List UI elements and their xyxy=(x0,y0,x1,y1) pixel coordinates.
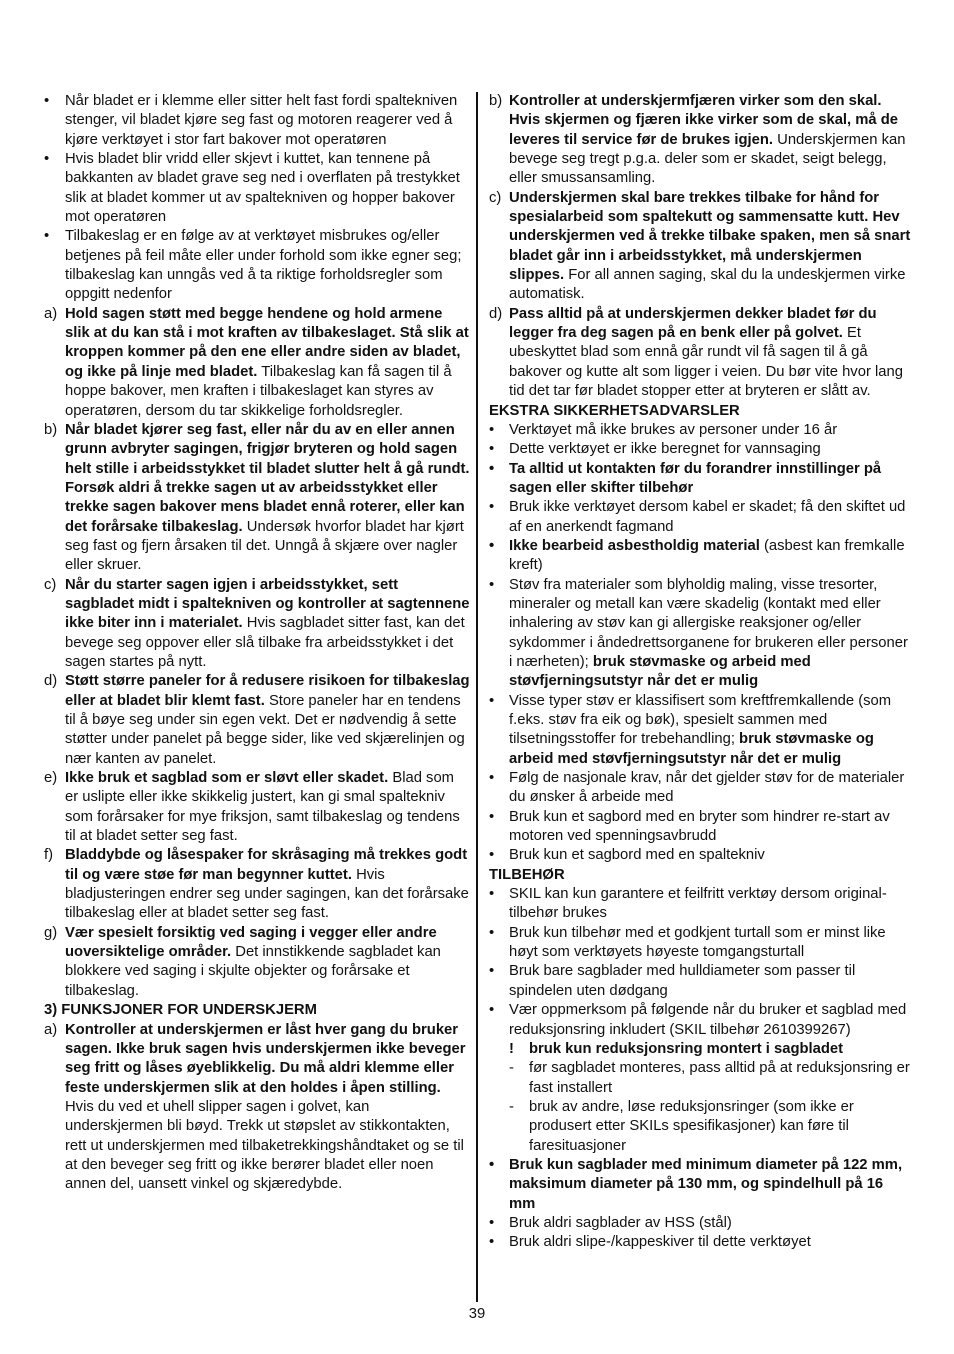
bold-text: bruk støvmaske og arbeid med støvfjerningsutstyr når det er mulig xyxy=(509,731,874,767)
list-marker: • xyxy=(489,537,495,554)
list-item-text xyxy=(509,1215,732,1231)
body-text: Det innstikkende sagbladet kan blokkere ved saging i skjulte objekter og forårsake et tilbakeslag. xyxy=(65,944,441,999)
list-marker: • xyxy=(489,1234,495,1251)
body-text: før sagbladet monteres, pass alltid på at reduksjonsring er fast installert xyxy=(529,1060,910,1096)
list-item xyxy=(489,808,913,847)
body-text: Bruk kun et sagbord med en spaltekniv xyxy=(509,847,765,864)
list-marker: b) xyxy=(489,93,503,109)
bold-text: Ta alltid ut kontakten før du forandrer innstillinger på sagen eller skifter tilbehør xyxy=(509,460,882,496)
list-marker: e) xyxy=(44,770,58,787)
list-item xyxy=(44,576,470,673)
list-marker: d) xyxy=(44,673,58,690)
list-marker: • xyxy=(44,93,50,109)
list-marker: • xyxy=(489,1156,495,1173)
list-marker: • xyxy=(489,1002,495,1019)
list-item-text xyxy=(529,1060,910,1095)
body-text: Følg de nasjonale krav, når det gjelder støv for de materialer du ønsker å arbeide med xyxy=(509,770,905,806)
bold-text: Kontroller at underskjermfjæren virker som den skal. Hvis skjermen og fjæren ikke virker som de skal, må de leveres til service før de brukes igjen. xyxy=(509,93,899,148)
list-marker: • xyxy=(489,886,495,903)
list-marker: f) xyxy=(44,847,54,864)
bold-text: Ikke bearbeid asbestholdig material xyxy=(509,537,760,554)
list-item xyxy=(489,846,913,865)
list-item-text xyxy=(509,190,910,303)
body-text: Blad som er uslipte eller ikke skikkelig justert, kan gi smal spaltekniv som forårsaker for mye friksjon, samt tilbakeslag og tendens til at bladet setter seg fast. xyxy=(65,770,460,845)
list-item-text xyxy=(509,770,904,805)
body-text: Et ubeskyttet blad som ennå går rundt vil få sagen til å gå bakover og kutte alt som ligger i veien. Du bør vite hvor lang tid det tar før bladet stopper etter at bryteren er slått av. xyxy=(509,325,903,400)
body-text: Vær oppmerksom på følgende når du bruker et sagblad med reduksjonsring inkludert (SKIL tilbehør 2610399267) xyxy=(509,1002,907,1038)
list-item xyxy=(44,769,470,846)
body-text: Bruk ikke verktøyet dersom kabel er skadet; få den skiftet ud af en anerkendt fagmand xyxy=(509,499,906,535)
list-item-text xyxy=(65,228,461,302)
list-marker: • xyxy=(489,692,495,709)
list-item xyxy=(489,692,913,769)
list-item-text xyxy=(65,577,470,670)
list-marker: • xyxy=(489,576,495,593)
section-heading: TILBEHØR xyxy=(489,866,565,883)
list-marker: a) xyxy=(44,1021,58,1038)
list-item-text xyxy=(509,693,891,767)
bold-text: Ikke bruk et sagblad som er sløvt eller skadet. xyxy=(65,770,389,787)
list-item xyxy=(489,189,913,305)
list-item-text xyxy=(509,422,837,438)
body-text: Bruk bare sagblader med hulldiameter som passer til spindelen uten dødgang xyxy=(509,963,856,999)
list-item xyxy=(489,421,913,440)
list-item xyxy=(489,1233,913,1252)
body-text: Når bladet er i klemme eller sitter helt fast fordi spaltekniven stenger, vil bladet kjøre seg fast og motoren reagerer ved å kjøre verktøyet i stor fart bakover mot operatøren xyxy=(65,93,458,148)
list-item xyxy=(489,1001,913,1040)
bold-text: bruk kun reduksjonsring montert i sagbladet xyxy=(529,1040,844,1057)
list-marker: • xyxy=(489,441,495,458)
body-text: Bruk aldri sagblader av HSS (stål) xyxy=(509,1214,732,1231)
body-text: Støv fra materialer som blyholdig maling, visse tresorter, mineraler og metall kan være skadelig (kontakt med eller inhalering av støv kan gi allergiske reaksjoner og/eller sykdommer i åndedrettsorganene for brukeren eller personer i nærheten); xyxy=(509,576,908,670)
list-marker: • xyxy=(489,924,495,941)
list-item xyxy=(44,421,470,576)
body-text: Underskjermen kan bevege seg tregt p.g.a. deler som er skadet, seigt belegg, eller smussansamling. xyxy=(509,131,906,187)
body-text: Hvis bladjusteringen endrer seg under sagingen, kan det forårsake tilbakeslag eller at bladet setter seg fast. xyxy=(65,866,469,922)
list-item-text xyxy=(65,673,470,766)
list-marker: - xyxy=(509,1060,514,1077)
list-marker: c) xyxy=(44,576,57,593)
body-text: Hvis bladet blir vridd eller skjevt i kuttet, kan tennene på bakkanten av bladet grave seg ned i overflaten på trestykket slik at bladet kommer ut av spaltekniven og hopper bakover mot operatøren xyxy=(65,151,460,226)
body-text: Verktøyet må ikke brukes av personer under 16 år xyxy=(509,421,838,438)
bold-text: Underskjermen skal bare trekkes tilbake for hånd for spesialarbeid som spaltekutt og sammensatte kutt. Hev underskjermen ved å trekke tilbake spaken, men så snart bladet går inn i arbeidsstykket, må underskjermen slippes. xyxy=(509,189,911,284)
list-marker: ! xyxy=(509,1040,514,1057)
body-text: Store paneler har en tendens til å bøye seg under sin egen vekt. Det er nødvendig å sette støtter under panelet på begge sider, like ved skjærelinjen og nær kanten av panelet. xyxy=(65,692,465,767)
list-item xyxy=(489,460,913,499)
list-item-text xyxy=(509,847,765,863)
list-item-text xyxy=(509,1234,811,1250)
body-text: SKIL kan kun garantere et feilfritt verktøy dersom original-tilbehør brukes xyxy=(509,886,887,922)
list-item-text xyxy=(65,93,457,148)
bold-text: Bladdybde og låsespaker for skråsaging må trekkes godt til og være støe før man begynner kuttet. xyxy=(65,847,468,883)
list-marker: • xyxy=(44,228,50,245)
list-item-text xyxy=(509,441,821,457)
body-text: (asbest kan fremkalle kreft) xyxy=(509,537,905,574)
list-marker: • xyxy=(489,1214,495,1231)
left-column xyxy=(44,92,470,1195)
list-item-text xyxy=(65,422,470,573)
body-text: For all annen saging, skal du la undeskjermen virke automatisk. xyxy=(509,267,906,303)
list-item-text xyxy=(65,1022,466,1193)
list-marker: • xyxy=(489,421,495,438)
body-text: Undersøk hvorfor bladet har kjørt seg fast og fjern årsaken til det. Unngå å skjære over nagler eller skruer. xyxy=(65,518,464,574)
section-heading: EKSTRA SIKKERHETSADVARSLER xyxy=(489,402,740,419)
list-item-text xyxy=(529,1041,843,1057)
list-item-text xyxy=(509,461,881,496)
list-marker: • xyxy=(489,808,495,825)
list-item xyxy=(44,924,470,1001)
list-item xyxy=(44,227,470,304)
body-text: bruk av andre, løse reduksjonsringer (som ikke er produsert etter SKILs spesifikasjoner) kan føre til faresituasjoner xyxy=(529,1098,854,1154)
list-item xyxy=(489,537,913,576)
body-text: Tilbakeslag er en følge av at verktøyet misbrukes og/eller betjenes på feil måte eller under forhold som ikke egner seg; tilbakeslag kan unngås ved å ta riktige forholdsregler som oppgitt nedenfor xyxy=(65,228,462,303)
list-item-text xyxy=(65,151,460,225)
list-item-text xyxy=(65,770,460,844)
body-text: Bruk aldri slipe-/kappeskiver til dette verktøyet xyxy=(509,1234,811,1251)
list-item xyxy=(489,962,913,1001)
bold-text: Bruk kun sagblader med minimum diameter på 122 mm, maksimum diameter på 130 mm, og spindelhull på 16 mm xyxy=(509,1156,903,1212)
list-item xyxy=(489,498,913,537)
column-divider xyxy=(476,92,478,1302)
body-text: Dette verktøyet er ikke beregnet for vannsaging xyxy=(509,441,821,458)
right-column xyxy=(489,92,913,1253)
list-item xyxy=(489,576,913,692)
list-marker: b) xyxy=(44,421,58,438)
sub-list-item xyxy=(489,1040,913,1059)
list-item-text xyxy=(509,1157,902,1212)
list-marker: g) xyxy=(44,924,58,941)
list-item xyxy=(489,305,913,402)
sub-list-item xyxy=(489,1059,913,1098)
list-item-text xyxy=(65,306,469,419)
list-item xyxy=(489,92,913,189)
bold-text: bruk støvmaske og arbeid med støvfjerningsutstyr når det er mulig xyxy=(509,653,811,690)
body-text: Tilbakeslag kan få sagen til å hoppe bakover, men kraften i tilbakeslaget kan styres av operatøren, dersom du tar skikkelige forholdsregler. xyxy=(65,363,452,419)
body-text: Visse typer støv er klassifisert som kreftfremkallende (som f.eks. støv fra eik og bøk), spesielt sammen med tilsetningsstoffer for trebehandling; xyxy=(509,692,892,748)
list-item-text xyxy=(65,925,441,999)
list-item-text xyxy=(509,93,905,186)
list-item-text xyxy=(529,1099,854,1154)
list-item-text xyxy=(509,306,903,399)
bold-text: Når bladet kjører seg fast, eller når du av en eller annen grunn avbryter sagingen, frigjør bryteren og hold sagen helt stille i arbeidsstykket til bladet slutter helt å gå rundt. Forsøk aldri å trekke sagen ut av arbeidsstykket eller trekke sagen bakover mens bladet ennå roterer, eller kan det forårsake tilbakeslag. xyxy=(65,421,470,535)
list-marker: • xyxy=(489,460,495,477)
list-marker: - xyxy=(509,1098,514,1115)
list-marker: c) xyxy=(489,189,502,206)
body-text: Hvis du ved et uhell slipper sagen i golvet, kan underskjermen bli bøyd. Trekk ut støpslet av stikkontakten, rett ut underskjermen med tilbaketrekkingshåndtaket og se til at den beveger seg fritt og ikke berører bladet eller noen annen del, uansett vinkel og skjæredybde. xyxy=(65,1098,464,1193)
list-marker: • xyxy=(44,151,50,168)
list-marker: • xyxy=(489,499,495,516)
list-item xyxy=(44,92,470,150)
bold-text: Kontroller at underskjermen er låst hver gang du bruker sagen. Ikke bruk sagen hvis underskjermen ikke beveger seg fritt og låses øyeblikkelig. Du må aldri klemme eller feste underskjermen slik at den holdes i åpen stilling. xyxy=(65,1021,466,1096)
list-marker: a) xyxy=(44,305,58,322)
list-item-text xyxy=(509,1002,906,1037)
list-item-text xyxy=(509,925,886,960)
page-number: 39 xyxy=(468,1306,486,1322)
section-heading: 3) FUNKSJONER FOR UNDERSKJERM xyxy=(44,1002,317,1019)
list-item xyxy=(44,1021,470,1195)
list-item xyxy=(44,305,470,421)
list-item-text xyxy=(65,847,469,921)
list-item xyxy=(489,440,913,459)
list-marker: • xyxy=(489,963,495,980)
body-text: Bruk kun et sagbord med en bryter som hindrer re-start av motoren ved spenningsavbrudd xyxy=(509,808,890,845)
list-marker: • xyxy=(489,847,495,864)
sub-list-item xyxy=(489,1098,913,1156)
list-item xyxy=(44,846,470,923)
bold-text: Pass alltid på at underskjermen dekker bladet før du legger fra deg sagen på en benk eller på golvet. xyxy=(509,305,877,342)
body-text: Bruk kun tilbehør med et godkjent turtall som er minst like høyt som verktøyets høyeste tomgangsturtall xyxy=(509,924,886,961)
bold-text: Vær spesielt forsiktig ved saging i vegger eller andre uoversiktelige områder. xyxy=(65,924,437,961)
list-item xyxy=(489,885,913,924)
list-item-text xyxy=(509,577,908,690)
list-item-text xyxy=(509,538,905,573)
list-item xyxy=(44,672,470,769)
list-marker: • xyxy=(489,770,495,787)
list-item xyxy=(489,1214,913,1233)
bold-text: Når du starter sagen igjen i arbeidsstykket, sett sagbladet midt i spaltekniven og kontroller at sagtennene ikke biter inn i materialet. xyxy=(65,576,470,632)
list-item-text xyxy=(509,499,905,534)
list-item xyxy=(489,1156,913,1214)
bold-text: Hold sagen støtt med begge hendene og hold armene slik at du kan stå i mot kraften av tilbakeslaget. Stå slik at kroppen kommer på den ene eller andre siden av bladet, og ikke på linje med bladet. xyxy=(65,305,469,380)
bold-text: Støtt større paneler for å redusere risikoen for tilbakeslag eller at bladet blir klemt fast. xyxy=(65,673,470,709)
list-item-text xyxy=(509,886,887,921)
list-item-text xyxy=(509,963,855,998)
list-item-text xyxy=(509,809,890,844)
body-text: Hvis sagbladet sitter fast, kan det bevege seg oppover eller slå tilbake fra arbeidsstykket i det sagen startes på nytt. xyxy=(65,615,465,670)
list-item xyxy=(489,924,913,963)
list-item xyxy=(489,769,913,808)
list-item xyxy=(44,150,470,227)
list-marker: d) xyxy=(489,305,503,322)
